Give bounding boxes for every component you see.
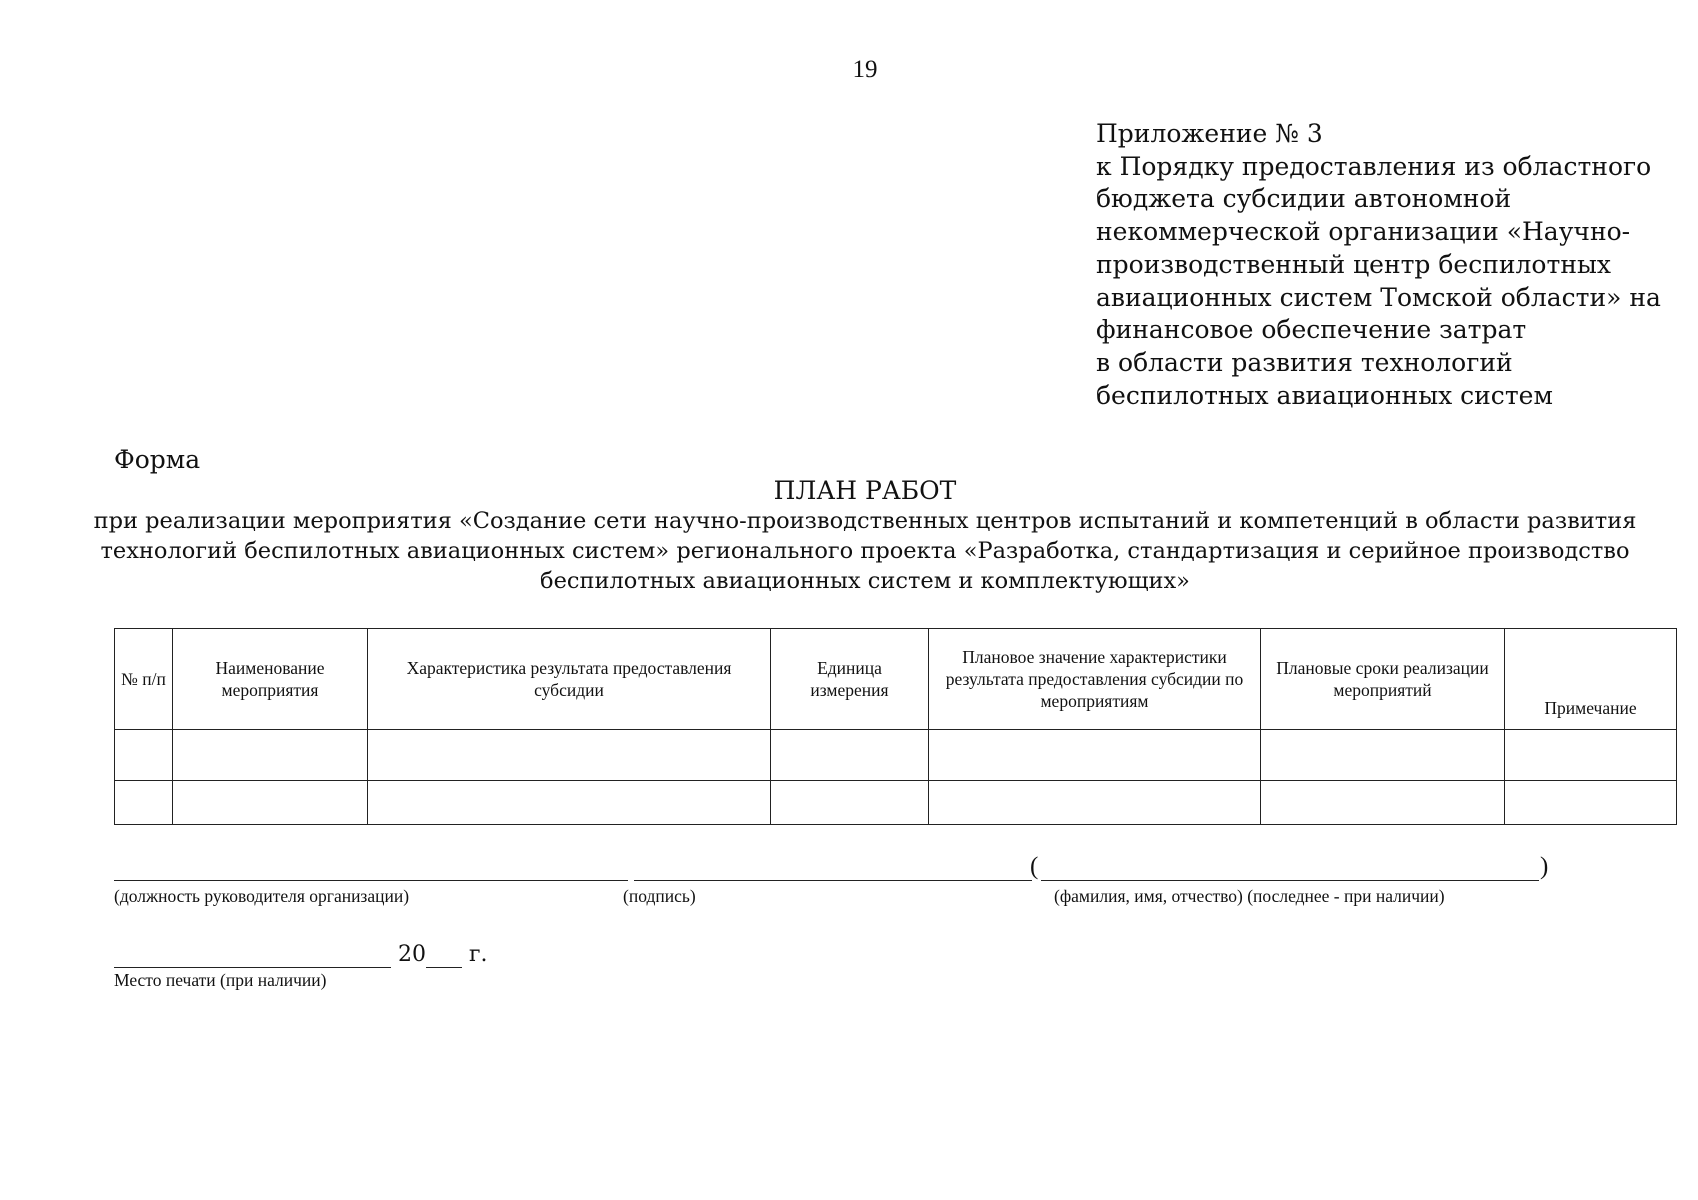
appendix-line: бюджета субсидии автономной	[1096, 184, 1512, 214]
open-paren: (	[1030, 853, 1039, 880]
table-cell	[1505, 730, 1677, 781]
close-paren: )	[1540, 853, 1549, 880]
header-planned-dates: Плановые сроки реализации мероприятий	[1261, 629, 1505, 730]
table-cell	[368, 781, 771, 825]
table-cell	[929, 781, 1261, 825]
appendix-line: Приложение № 3	[1096, 119, 1323, 148]
year-line	[426, 967, 462, 968]
table-cell	[771, 781, 929, 825]
header-note: Примечание	[1505, 629, 1677, 730]
appendix-line: производственный центр беспилотных	[1096, 249, 1611, 279]
year-prefix: 20	[398, 942, 426, 967]
stamp-caption: Место печати (при наличии)	[114, 970, 327, 990]
appendix-line: в области развития технологий	[1096, 347, 1513, 377]
appendix-header	[1096, 118, 1696, 412]
form-label: Форма	[114, 445, 201, 474]
table-row	[115, 730, 1677, 781]
header-event-name: Наименование мероприятия	[173, 629, 368, 730]
table-header-row	[115, 629, 1677, 730]
plan-subtitle-line: беспилотных авиационных систем и комплектующих»	[540, 568, 1190, 594]
page-number: 19	[852, 56, 878, 83]
name-caption: (фамилия, имя, отчество) (последнее - при наличии)	[1054, 886, 1445, 906]
work-plan-table	[114, 628, 1677, 825]
signature-caption: (подпись)	[623, 886, 696, 906]
year-suffix: г.	[469, 942, 488, 967]
plan-title: ПЛАН РАБОТ	[773, 476, 957, 505]
appendix-line: финансовое обеспечение затрат	[1096, 315, 1527, 345]
table-cell	[771, 730, 929, 781]
date-line	[114, 967, 391, 968]
table-cell	[1261, 781, 1505, 825]
table-cell	[929, 730, 1261, 781]
position-line	[114, 880, 628, 881]
table-cell	[173, 781, 368, 825]
header-number: № п/п	[115, 629, 173, 730]
header-planned-value: Плановое значение характеристики результата предоставления субсидии по мероприятиям	[929, 629, 1261, 730]
appendix-line: беспилотных авиационных систем	[1096, 380, 1553, 410]
signature-line	[634, 880, 1032, 881]
name-line	[1041, 880, 1539, 881]
table-cell	[115, 781, 173, 825]
position-caption: (должность руководителя организации)	[114, 886, 410, 906]
table-cell	[115, 730, 173, 781]
plan-subtitle-line: технологий беспилотных авиационных систем» регионального проекта «Разработка, стандартизация и серийное производство	[100, 538, 1630, 564]
header-unit: Единица измерения	[771, 629, 929, 730]
table-cell	[173, 730, 368, 781]
plan-subtitle-line: при реализации мероприятия «Создание сети научно-производственных центров испытаний и компетенций в области развития	[93, 508, 1637, 534]
appendix-line: некоммерческой организации «Научно-	[1096, 217, 1631, 247]
table-row	[115, 781, 1677, 825]
appendix-line: к Порядку предоставления из областного	[1096, 151, 1652, 181]
table-cell	[1261, 730, 1505, 781]
table-cell	[368, 730, 771, 781]
header-result-characteristic: Характеристика результата предоставления субсидии	[368, 629, 771, 730]
plan-subtitle	[80, 506, 1650, 596]
table-cell	[1505, 781, 1677, 825]
appendix-line: авиационных систем Томской области» на	[1096, 282, 1661, 312]
